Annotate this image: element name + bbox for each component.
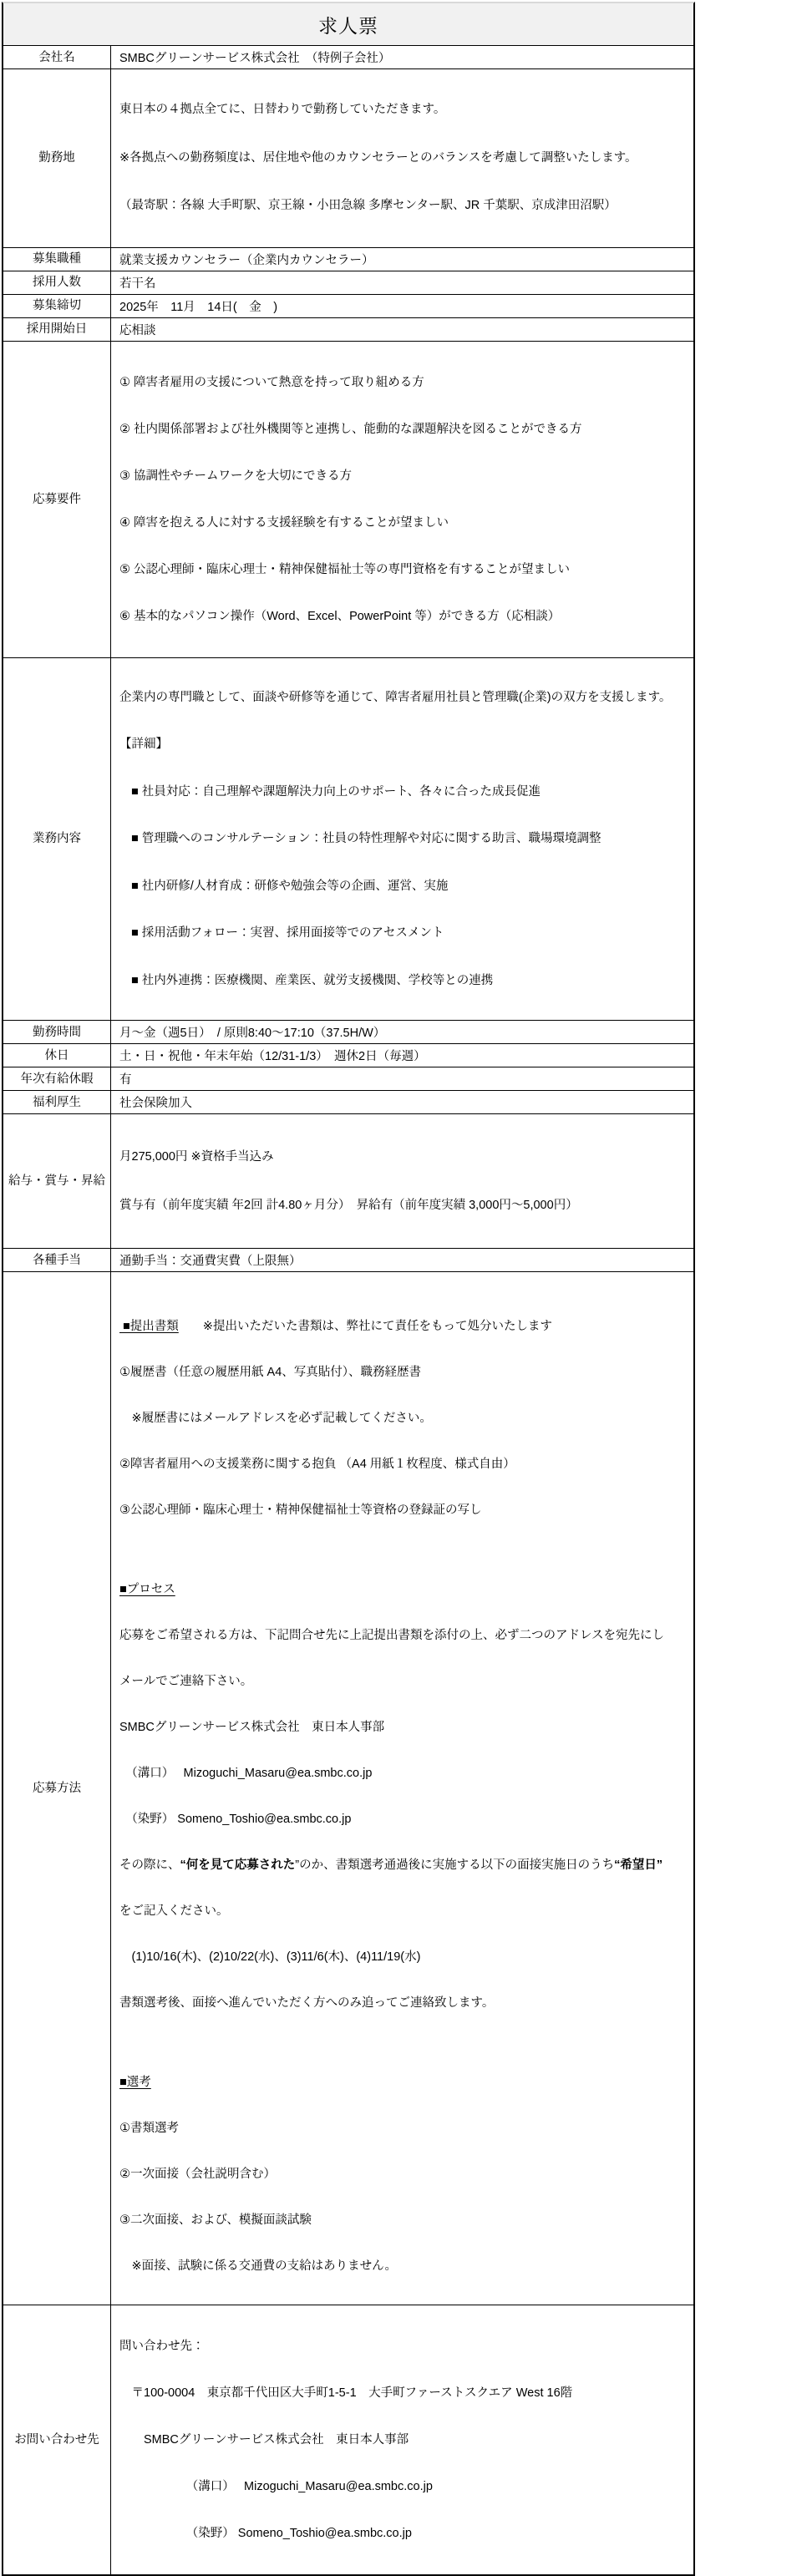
duties-detail-heading: 【詳細】 [119,738,168,751]
blank-line [119,2040,685,2046]
requirements-label: 応募要件 [3,342,111,657]
contact-email-someno: （染野） Someno_Toshio@ea.smbc.co.jp [119,2527,412,2540]
document-item: ※履歴書にはメールアドレスを必ず記載してください。 [119,1412,432,1425]
row-hours [3,1020,693,1043]
welfare-value: 社会保険加入 [119,1097,192,1110]
selection-item: ①書類選考 [119,2122,179,2135]
note-bold-text: “何を見て応募された [180,1858,296,1872]
note-text: ”のか、書類選考通過後に実施する以下の面接実施日のうち [295,1858,615,1872]
salary-line: 賞与有（前年度実績 年2回 計4.80ヶ月分） 昇給有（前年度実績 3,000円～5,000円） [119,1199,578,1212]
requirement-item: ③ 協調性やチームワークを大切にできる方 [119,469,353,483]
selection-item: ②一次面接（会社説明含む） [119,2168,276,2181]
hours-value: 月～金（週5日） / 原則8:40～17:10（37.5H/W） [119,1027,386,1040]
headcount-label: 採用人数 [3,271,111,294]
apply-method-value [111,1272,693,2305]
holidays-label: 休日 [3,1044,111,1067]
document-title: 求人票 [318,14,378,37]
row-apply-method [3,1271,693,2305]
requirement-item: ② 社内関係部署および社外機関等と連携し、能動的な課題解決を図ることができる方 [119,422,582,436]
duties-intro: 企業内の専門職として、面談や研修等を通じて、障害者雇用社員と管理職(企業)の双方を支援します。 [119,690,672,704]
row-holidays [3,1043,693,1067]
duty-item: ■ 社内研修/人材育成：研修や勉強会等の企画、運営、実施 [131,879,449,893]
process-heading: ■プロセス [119,1583,175,1596]
welfare-label: 福利厚生 [3,1091,111,1113]
salary-line: 月275,000円 ※資格手当込み [119,1150,274,1164]
process-email-mizoguchi: （溝口） Mizoguchi_Masaru@ea.smbc.co.jp [119,1767,373,1780]
row-company [3,45,693,68]
row-deadline [3,294,693,317]
contact-line: 問い合わせ先： [119,2340,205,2353]
process-email-someno: （染野） Someno_Toshio@ea.smbc.co.jp [119,1813,352,1826]
job-title-value: 就業支援カウンセラー（企業内カウンセラー） [119,253,374,267]
interview-dates-line: (1)10/16(木)、(2)10/22(水)、(3)11/6(木)、(4)11/19(水) [119,1950,421,1964]
row-location [3,68,693,247]
process-note-line [119,1856,685,1875]
selection-item: ※面接、試験に係る交通費の支給はありません。 [119,2259,398,2273]
document-item: ①履歴書（任意の履歴用紙 A4、写真貼付）、職務経歴書 [119,1366,422,1379]
requirement-item: ④ 障害を抱える人に対する支援経験を有することが望ましい [119,515,449,530]
requirement-item: ⑥ 基本的なパソコン操作（Word、Excel、PowerPoint 等）ができる方（応相談） [119,609,561,623]
duties-label: 業務内容 [3,658,111,1021]
start-date-value: 応相談 [119,323,156,337]
headcount-value: 若干名 [119,276,156,291]
deadline-value: 2025年 11月 14日( 金 ) [119,300,278,314]
process-line: SMBCグリーンサービス株式会社 東日本人事部 [119,1721,385,1734]
title-row [3,3,693,45]
job-title-label: 募集職種 [3,248,111,271]
location-value [111,69,693,247]
process-note-line2: をご記入ください。 [119,1904,229,1918]
row-paid-leave [3,1067,693,1090]
allowances-value: 通勤手当：交通費実費（上限無） [119,1255,302,1268]
holidays-value: 土・日・祝他・年末年始（12/31-1/3） 週休2日（毎週） [119,1050,426,1063]
selection-item: ③二次面接、および、模擬面談試験 [119,2213,312,2227]
hours-label: 勤務時間 [3,1021,111,1043]
selection-heading-line [119,2073,685,2092]
company-value: SMBCグリーンサービス株式会社 （特例子会社） [119,52,391,65]
row-contact [3,2305,693,2574]
process-line: 応募をご希望される方は、下記問合せ先に上記提出書類を添付の上、必ず二つのアドレスを宛先にし [119,1629,665,1642]
deadline-label: 募集締切 [3,295,111,317]
salary-label: 給与・賞与・昇給 [3,1114,111,1248]
paid-leave-value: 有 [119,1073,132,1087]
documents-heading-note: ※提出いただいた書類は、弊社にて責任をもって処分いたします [178,1320,552,1333]
location-label: 勤務地 [3,69,111,247]
row-job-title [3,247,693,271]
process-line: メールでご連絡下さい。 [119,1675,253,1688]
job-posting-table [2,2,695,2576]
location-line: 東日本の４拠点全てに、日替わりで勤務していただきます。 [119,103,446,116]
apply-method-label: 応募方法 [3,1272,111,2305]
requirement-item: ⑤ 公認心理師・臨床心理士・精神保健福祉士等の専門資格を有することが望ましい [119,562,571,576]
contact-company-line: SMBCグリーンサービス株式会社 東日本人事部 [119,2433,409,2447]
duty-item: ■ 管理職へのコンサルテーション：社員の特性理解や対応に関する助言、職場環境調整 [131,832,602,845]
duties-value [111,658,693,1021]
documents-heading-line [119,1317,685,1336]
blank-line [119,1547,685,1554]
duty-item: ■ 社内外連携：医療機関、産業医、就労支援機関、学校等との連携 [131,973,494,987]
row-salary [3,1113,693,1248]
contact-address-line: 〒100-0004 東京都千代田区大手町1-5-1 大手町ファーストスクエア West 16階 [119,2386,573,2400]
requirements-value [111,342,693,657]
contact-label: お問い合わせ先 [3,2305,111,2574]
contact-value [111,2305,693,2574]
contact-email-mizoguchi: （溝口） Mizoguchi_Masaru@ea.smbc.co.jp [119,2480,433,2493]
paid-leave-label: 年次有給休暇 [3,1067,111,1090]
selection-heading: ■選考 [119,2076,151,2089]
row-duties [3,657,693,1021]
note-text: その際に、 [119,1858,180,1872]
location-line: ※各拠点への勤務頻度は、居住地や他のカウンセラーとのバランスを考慮して調整いたします。 [119,150,637,165]
process-closing-line: 書類選考後、面接へ進んでいただく方へのみ追ってご連絡致します。 [119,1996,495,2010]
location-line: （最寄駅：各線 大手町駅、京王線・小田急線 多摩センター駅、JR 千葉駅、京成津田沼駅） [119,199,617,212]
row-allowances [3,1248,693,1271]
duty-item: ■ 社員対応：自己理解や課題解決力向上のサポート、各々に合った成長促進 [131,784,541,799]
document-item: ②障害者雇用への支援業務に関する抱負 （A4 用紙１枚程度、様式自由） [119,1458,515,1471]
note-bold-text: “希望日” [614,1858,663,1872]
process-heading-line [119,1580,685,1600]
allowances-label: 各種手当 [3,1249,111,1271]
row-welfare [3,1090,693,1113]
document-item: ③公認心理師・臨床心理士・精神保健福祉士等資格の登録証の写し [119,1504,482,1517]
salary-value [111,1114,693,1248]
row-start-date [3,317,693,341]
requirement-item: ① 障害者雇用の支援について熱意を持って取り組める方 [119,375,424,389]
duty-item: ■ 採用活動フォロー：実習、採用面接等でのアセスメント [131,926,444,940]
company-label: 会社名 [3,46,111,68]
row-requirements [3,341,693,657]
documents-heading: ■提出書類 [119,1320,179,1333]
start-date-label: 採用開始日 [3,318,111,341]
row-headcount [3,271,693,294]
